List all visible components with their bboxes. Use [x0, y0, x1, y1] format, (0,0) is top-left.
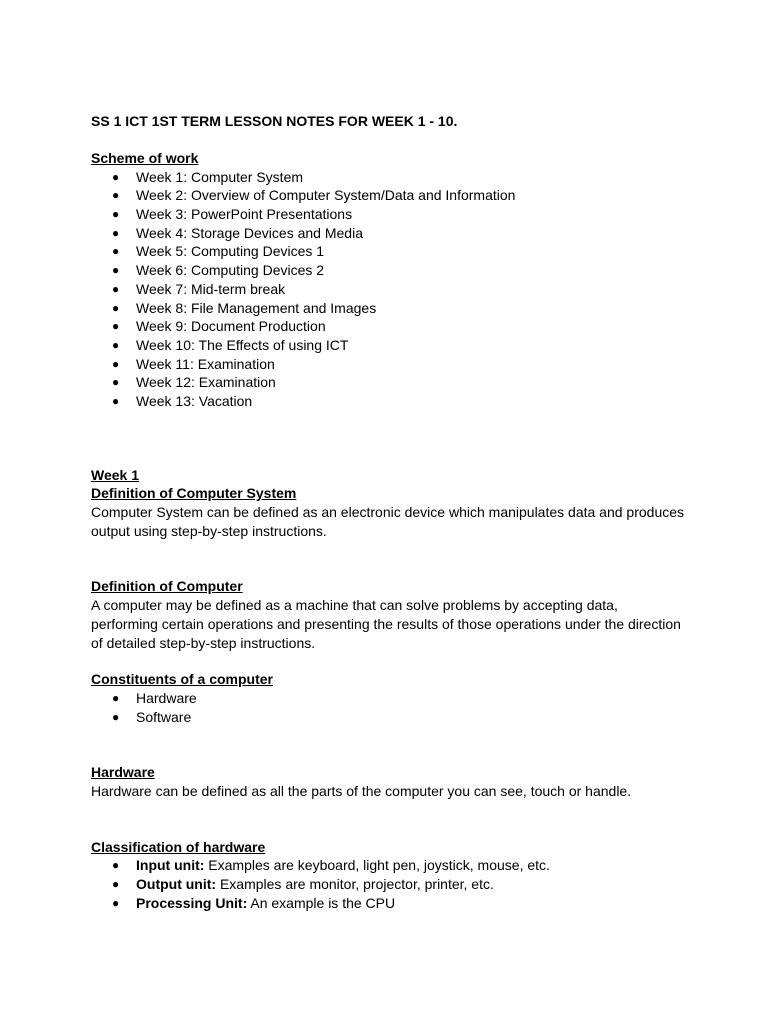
bullet-icon: ● — [112, 337, 120, 352]
list-item: ● Week 10: The Effects of using ICT — [112, 336, 349, 353]
bullet-icon: ● — [112, 319, 120, 334]
list-item: ● Week 12: Examination — [112, 374, 276, 391]
list-item — [91, 875, 691, 894]
list-item: ● Week 9: Document Production — [112, 318, 326, 335]
document-page — [91, 112, 691, 913]
computer-system-text-line: output using step-by-step instructions. — [91, 522, 327, 539]
spacer — [91, 726, 691, 763]
bullet-icon: ● — [112, 300, 120, 315]
classification-list — [91, 856, 691, 912]
scheme-heading: Scheme of work — [91, 150, 199, 166]
bullet-icon: ● — [112, 281, 120, 296]
hardware-text: Hardware can be defined as all the parts of the computer you can see, touch or handle. — [91, 783, 632, 800]
hardware-heading: Hardware — [91, 764, 155, 781]
bullet-icon: ● — [112, 207, 120, 222]
list-item: ● Week 2: Overview of Computer System/Data and Information — [112, 187, 516, 204]
bullet-icon: ● — [112, 263, 120, 278]
list-item — [91, 856, 691, 875]
bullet-icon: ● — [112, 244, 120, 259]
bullet-icon: ● — [112, 895, 120, 910]
term: Output unit: — [136, 876, 217, 893]
list-item: ● Week 5: Computing Devices 1 — [112, 243, 325, 260]
list-item: ● Software — [112, 708, 192, 725]
spacer — [91, 411, 691, 466]
term: Input unit: — [136, 857, 205, 874]
list-item: ● Week 7: Mid-term break — [112, 280, 286, 297]
spacer — [91, 652, 691, 670]
bullet-icon: ● — [112, 188, 120, 203]
bullet-icon: ● — [112, 225, 120, 240]
list-item: ● Week 13: Vacation — [112, 392, 253, 409]
computer-text-line: A computer may be defined as a machine that can solve problems by accepting data, — [91, 597, 618, 614]
list-item: ● Week 3: PowerPoint Presentations — [112, 206, 353, 223]
term-description: Examples are keyboard, light pen, joystick, mouse, etc. — [204, 857, 550, 874]
spacer — [91, 540, 691, 577]
list-item: ● Week 8: File Management and Images — [112, 299, 377, 316]
term-description: An example is the CPU — [247, 894, 396, 911]
list-item: ● Week 4: Storage Devices and Media — [112, 224, 363, 241]
document-title: SS 1 ICT 1ST TERM LESSON NOTES FOR WEEK 1 - 10. — [91, 113, 458, 129]
list-item: ● Week 6: Computing Devices 2 — [112, 262, 325, 279]
computer-text-line: performing certain operations and presenting the results of those operations under the direction — [91, 615, 681, 632]
bullet-icon: ● — [112, 375, 120, 390]
bullet-icon: ● — [112, 356, 120, 371]
term: Processing Unit: — [136, 894, 248, 911]
classification-heading: Classification of hardware — [91, 838, 266, 855]
computer-system-text-line: Computer System can be defined as an electronic device which manipulates data and produces — [91, 504, 685, 521]
spacer — [91, 131, 691, 149]
constituents-heading: Constituents of a computer — [91, 671, 274, 688]
bullet-icon: ● — [112, 393, 120, 408]
constituents-list — [91, 689, 691, 726]
bullet-icon: ● — [112, 709, 120, 724]
list-item — [91, 894, 691, 913]
list-item: ● Hardware — [112, 689, 197, 706]
bullet-icon: ● — [112, 877, 120, 892]
scheme-list — [91, 168, 691, 411]
week1-heading: Week 1 — [91, 466, 139, 483]
computer-text-line: of detailed step-by-step instructions. — [91, 634, 316, 651]
bullet-icon: ● — [112, 690, 120, 705]
computer-system-heading: Definition of Computer System — [91, 485, 297, 502]
list-item: ● Week 11: Examination — [112, 355, 275, 372]
computer-heading: Definition of Computer — [91, 578, 243, 595]
spacer — [91, 801, 691, 838]
bullet-icon: ● — [112, 858, 120, 873]
list-item: ● Week 1: Computer System — [112, 168, 304, 185]
bullet-icon: ● — [112, 169, 120, 184]
term-description: Examples are monitor, projector, printer, etc. — [216, 876, 494, 893]
